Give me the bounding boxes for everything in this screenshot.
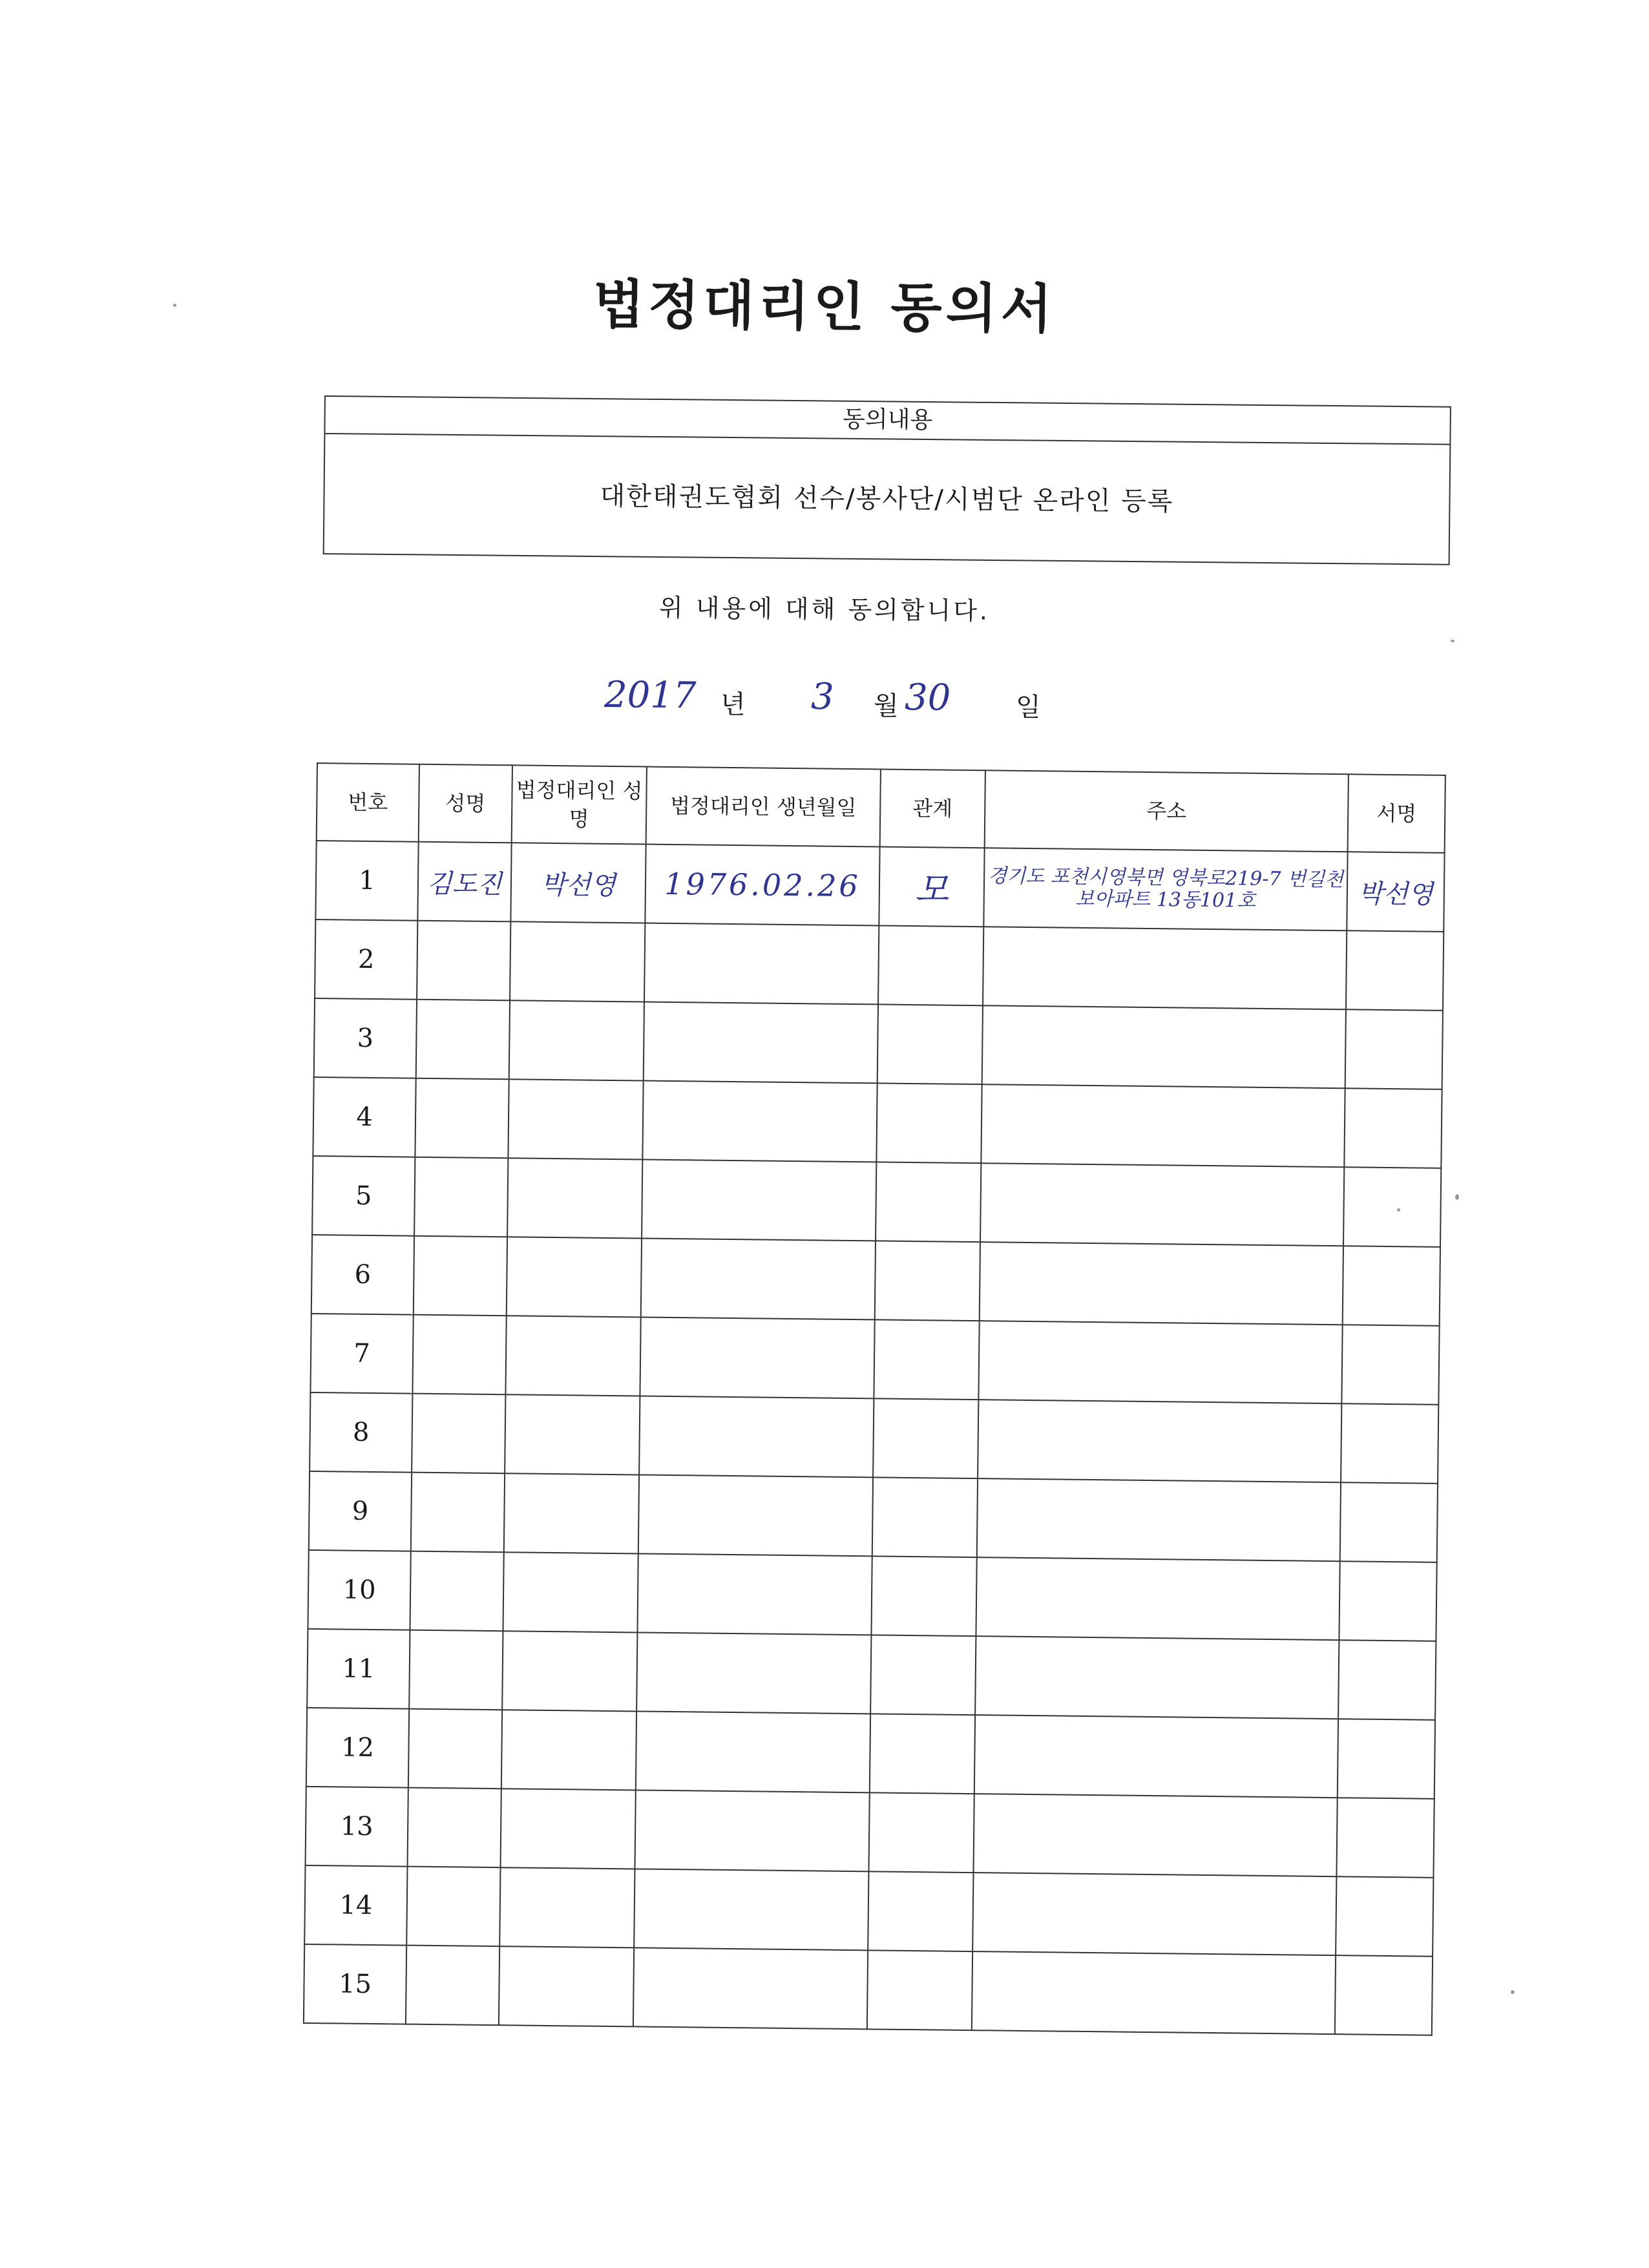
row-number: 3 (314, 998, 417, 1078)
address (977, 1478, 1341, 1561)
header-guardian-name: 법정대리인 성명 (512, 765, 647, 844)
guardian-birth (633, 1948, 868, 2029)
student-name (415, 1078, 509, 1159)
relation (868, 1792, 974, 1873)
guardian-birth (644, 1002, 878, 1084)
signature (1343, 1167, 1441, 1247)
guardian-birth (635, 1790, 869, 1871)
signature (1335, 1955, 1433, 2035)
guardian-birth (636, 1711, 870, 1792)
page-title: 법정대리인 동의서 (593, 274, 1056, 341)
row-number: 9 (309, 1471, 412, 1551)
signature (1338, 1719, 1435, 1799)
guardian-birth (634, 1869, 868, 1950)
guardian-birth (636, 1632, 871, 1714)
header-guardian-birth: 법정대리인 생년월일 (646, 767, 881, 847)
header-number: 번호 (317, 763, 419, 842)
student-name (412, 1315, 506, 1395)
signature (1336, 1876, 1433, 1957)
table-row (306, 1708, 1435, 1799)
relation (872, 1477, 978, 1557)
relation (874, 1319, 979, 1400)
consent-header: 동의내용 (325, 397, 1449, 445)
student-name (411, 1473, 505, 1553)
guardian-birth (642, 1081, 877, 1162)
guardian-name (502, 1631, 637, 1711)
table-row (309, 1471, 1438, 1562)
signature (1344, 1088, 1442, 1168)
table-row (311, 1235, 1440, 1326)
row-number: 2 (315, 919, 417, 1000)
row-number: 11 (307, 1629, 410, 1709)
guardian-birth (638, 1475, 873, 1556)
guardian-name: 박선영 (510, 843, 646, 923)
row-number: 15 (304, 1944, 406, 2024)
guardian-birth (637, 1553, 872, 1635)
relation (876, 1162, 981, 1242)
row-number: 12 (306, 1708, 409, 1788)
relation (875, 1241, 980, 1321)
date-day-label: 일 (1015, 692, 1041, 722)
guardian-birth: 1976.02.26 (645, 845, 879, 926)
guardian-name (504, 1473, 639, 1553)
table-row (312, 1156, 1441, 1247)
guardian-name (505, 1316, 640, 1396)
signature (1340, 1482, 1438, 1562)
address (978, 1400, 1341, 1482)
table-row (308, 1550, 1436, 1641)
student-name (416, 1000, 510, 1080)
row-number: 14 (304, 1865, 407, 1946)
table-row (315, 919, 1444, 1011)
guardian-name (501, 1789, 636, 1869)
table-row (310, 1314, 1439, 1405)
relation (870, 1714, 975, 1794)
header-signature: 서명 (1348, 774, 1445, 853)
signature (1341, 1403, 1438, 1484)
student-name (417, 921, 510, 1001)
address (982, 1005, 1346, 1088)
relation (868, 1871, 973, 1951)
date-month-value: 3 (810, 675, 834, 719)
header-name: 성명 (419, 764, 512, 843)
agreement-statement: 위 내용에 대해 동의합니다. (658, 593, 991, 625)
guardian-table-wrapper (303, 762, 1446, 2036)
address (975, 1636, 1339, 1719)
guardian-name (509, 1000, 644, 1080)
relation (878, 925, 983, 1005)
relation (877, 1004, 983, 1084)
scan-speck (1511, 1990, 1515, 1994)
table-row (306, 1787, 1434, 1878)
signature: 박선영 (1347, 852, 1444, 932)
guardian-name (499, 1946, 634, 2026)
guardian-birth (640, 1317, 874, 1398)
scan-speck (1451, 640, 1455, 642)
signature (1336, 1798, 1434, 1878)
address (973, 1794, 1337, 1876)
signature (1341, 1325, 1439, 1405)
guardian-birth (642, 1159, 876, 1241)
address: 경기도 포천시영북면 영북로219-7 번길천보아파트 13동101호 (983, 848, 1347, 930)
signature (1338, 1640, 1436, 1720)
scan-speck (1397, 1208, 1400, 1212)
scan-speck (1455, 1194, 1459, 1200)
address (980, 1163, 1344, 1246)
relation (870, 1635, 976, 1715)
student-name (406, 1946, 499, 2026)
relation (876, 1083, 982, 1163)
guardian-name (507, 1237, 642, 1317)
row-number: 7 (310, 1314, 413, 1394)
row-number: 13 (306, 1787, 408, 1867)
date-line (0, 665, 1649, 737)
table-row (304, 1944, 1433, 2035)
guardian-name (503, 1552, 638, 1632)
student-name: 김도진 (417, 842, 511, 922)
table-header-row (317, 763, 1445, 853)
address (981, 1084, 1345, 1167)
relation (873, 1398, 978, 1478)
guardian-name (507, 1158, 642, 1238)
student-name (410, 1551, 503, 1632)
guardian-table (303, 762, 1446, 2036)
address (980, 1242, 1343, 1325)
table-row (310, 1392, 1438, 1484)
guardian-birth (644, 923, 879, 1005)
guardian-name (501, 1710, 636, 1790)
date-day-value: 30 (904, 677, 951, 719)
student-name (414, 1157, 508, 1237)
table-row (314, 998, 1443, 1089)
student-name (414, 1236, 507, 1316)
student-name (408, 1709, 502, 1789)
guardian-name (505, 1394, 640, 1475)
relation (867, 1950, 972, 2030)
guardian-name (499, 1867, 635, 1948)
date-year-label: 년 (720, 689, 746, 720)
guardian-name (508, 1079, 643, 1159)
table-row (304, 1865, 1433, 1957)
relation: 모 (879, 846, 984, 927)
row-number: 10 (308, 1550, 410, 1630)
row-number: 8 (310, 1392, 412, 1473)
address (972, 1873, 1336, 1955)
guardian-birth (641, 1238, 876, 1319)
student-name (412, 1394, 505, 1474)
row-number: 6 (311, 1235, 414, 1315)
student-name (406, 1867, 500, 1947)
table-row (307, 1629, 1436, 1720)
consent-content: 대한태권도협회 선수/봉사단/시범단 온라인 등록 (600, 481, 1174, 517)
row-number: 5 (312, 1156, 415, 1236)
header-address: 주소 (985, 770, 1349, 852)
address (974, 1715, 1338, 1798)
scan-speck (173, 304, 176, 307)
header-relation: 관계 (880, 769, 985, 848)
row-number: 4 (313, 1077, 415, 1157)
consent-content-box (323, 395, 1451, 565)
row-number: 1 (315, 841, 418, 921)
address (978, 1321, 1342, 1403)
signature (1343, 1246, 1440, 1326)
student-name (408, 1788, 501, 1868)
guardian-name (510, 921, 645, 1002)
date-year-value: 2017 (604, 674, 697, 717)
date-month-label: 월 (873, 691, 899, 721)
address (983, 927, 1347, 1009)
signature (1345, 1009, 1443, 1089)
table-row (315, 841, 1444, 932)
signature (1339, 1561, 1436, 1641)
guardian-birth (639, 1396, 874, 1477)
table-row (313, 1077, 1442, 1168)
address (976, 1557, 1339, 1640)
student-name (409, 1630, 503, 1710)
relation (871, 1556, 976, 1636)
signature (1346, 930, 1444, 1011)
address (972, 1951, 1336, 2034)
